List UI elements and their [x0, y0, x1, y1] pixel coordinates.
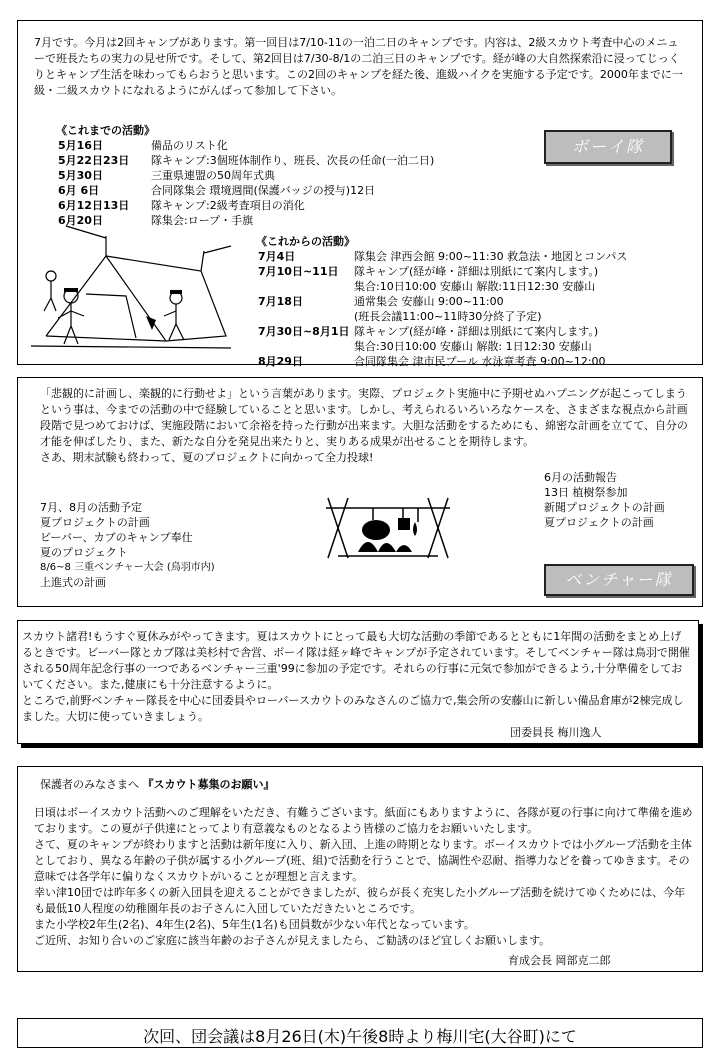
leader-message-text: スカウト諸君!もうすぐ夏休みがやってきます。夏はスカウトにとって最も大切な活動の季節であるとともに1年間の活動をまとめ上げるときです。ビーバー隊とカブ隊は美杉村で舎営、ボーイ隊は経ヶ峰でキャンプが予定されています。そしてベンチャー隊は鳥羽で開催される50周年記念行事の一つであるベンチャー三重'99に参加の予定です。それらの行事に元気で参加ができるよう,十分準備をしておいてください。また,健康にも十分注意するように。 ところで,前野ベンチャー隊長を中心に団委員やローバースカウトのみなさんのご協力で,集会所の安藤山に新しい備品倉庫が2棟完成しました。大切に使っていきましょう。: [22, 630, 690, 723]
guardian-greeting: [40, 777, 275, 792]
june-report-item: 新聞プロジェクトの計画: [544, 501, 665, 514]
campfire-illustration: [318, 490, 458, 562]
past-activities-title: 《これまでの活動》: [56, 124, 155, 137]
leader-signature: 団委員長 梅川逸人: [510, 726, 602, 739]
june-report-title: 6月の活動報告: [544, 471, 617, 484]
boy-intro: 7月です。今月は2回キャンプがあります。第一回目は7/10-11の一泊二日のキャンプです。内容は、2級スカウト考査中心のメニューで班長たちの実力の見せ所です。そして、第2回目は7/30-8/1の二泊三日のキャンプです。経が峰の大自然探索沿に浸ってじっくりとキャンプ生活を味わってもらおうと思います。この2回のキャンプを経た後、進級ハイクを実施する予定です。2000年までに一級・二級スカウトになれるようにがんばって参加して下さい。: [34, 36, 683, 97]
june-report-item: 夏プロジェクトの計画: [544, 516, 654, 529]
next-meeting-text: 次回、団会議は8月26日(木)午後8時より梅川宅(大谷町)にて: [143, 1027, 577, 1046]
guardian-section: [17, 766, 703, 972]
guardian-title: 『スカウト募集のお願い』: [142, 778, 275, 791]
plan-item: ビーバー、カブのキャンプ奉仕: [40, 531, 193, 544]
plan-item: 8/6~8 三重ベンチャー大会 (鳥羽市内): [40, 562, 215, 573]
boy-troop-badge: ボーイ隊: [544, 130, 672, 164]
guardian-text: 日頃はボーイスカウト活動へのご理解をいただき、有難うございます。紙面にもありますように、各隊が夏の行事に向けて準備を進めております。この夏が子供達にとってより有意義なものとなるよう皆様のご協力をお願いいたします。 さて、夏のキャンプが終わりますと活動は新年度に入り、新入団、上進の時期となります。ボーイスカウトでは小グループ活動を主体としており、異なる年齢の子供が属する小グループ(班、組)で活動を行うことで、協調性や忍耐、指導力などを養ってゆきます。その意味では各学年に偏りなくスカウトがいることが理想と言えます。 幸い津10団では昨年多くの新入団員を迎えることができましたが、彼らが長く充実した小グループ活動を続けてゆくためには、今年も最低10人程度の幼稚園年長のお子さんに入団していただきたいところです。 また小学校2年生(2名)、4年生(2名)、5年生(1名)も団員数が少ない年代となっています。 ご近所、お知り合いのご家庭に該当年齢のお子さんが見えましたら、ご勧誘のほど宜しくお願いします。: [34, 806, 693, 947]
venture-section: [17, 377, 703, 607]
plan-item: 夏のプロジェクト: [40, 546, 128, 559]
june-report-item: 13日 植樹祭参加: [544, 486, 628, 499]
plan-item: 上進式の計画: [40, 576, 106, 589]
future-activities-title: 《これからの活動》: [256, 235, 355, 248]
venture-troop-badge: ベンチャー隊: [544, 564, 694, 596]
boy-scout-section: 7月です。今月は2回キャンプがあります。第一回目は7/10-11の一泊二日のキャンプです。内容は、2級スカウト考査中心のメニューで班長たちの実力の見せ所です。そして、第2回目は7/30-8/1の二泊三日のキャンプです。経が峰の大自然探索沿に浸ってじっくりとキャンプ生活を味わってもらおうと思います。この2回のキャンプを経た後、進級ハイクを実施する予定です。2000年までに一級・二級スカウトになれるようにがんばって参加して下さい。 《これまでの活動》 5月16日 備品のリスト化 5月22日23日 隊キャンプ:3個班体制作り、班長、次長の任命(一泊二日) 5月30日 三重県連盟の50周年式典 6月 6日 合同隊集会 環境週間(保護バッジの授与)12日 6月12日13日 隊キャンプ:2級考査項目の消化 6月20日 隊集会:ロープ・手旗 ボーイ隊 《これからの活動》 7月4日 隊集会 津西会館 9:00~11:30 救急法・地図とコンパス 7月10日~11日 隊キャンプ(経が峰・詳細は別紙にて案内します。) 集合:10日10:00 安藤山 解散:11日12:30 安藤山 7月18日 通常集会 安藤山 9:00~11:00 (班長会議11:00~11時30分終了予定) 7月30日~8月1日 隊キャンプ(経が峰・詳細は別紙にて案内します。) 集合:30日10:00 安藤山 解散: 1日12:30 安藤山 8月29日 合同隊集会 津市民プール 水泳章考査 9:00~12:00: [17, 20, 703, 365]
guardian-signature: 育成会長 岡部克二郎: [508, 954, 611, 967]
leader-message-section: [17, 620, 699, 744]
venture-intro: 「悲観的に計画し、楽観的に行動せよ」という言葉があります。実際、プロジェクト実施中に予期せぬハプニングが起こってしまうという事は、今までの活動の中で経験していることと思います。しかし、考えられるいろいろなケースを、さまざまな視点から計画段階で見つめておけば、実施段階において余裕を持った行動が出来ます。大胆な活動をするためにも、綿密な計画を立てて、自分の才能を伸ばしたり、また、新たな自分を発見出来たりと、実りある成果が出せることを期待します。 さあ、期末試験も終わって、夏のプロジェクトに向かって全力投球!: [40, 387, 688, 464]
guardian-greeting-text: 保護者のみなさまへ: [40, 778, 139, 791]
plan-title: 7月、8月の活動予定: [40, 501, 142, 514]
tent-camp-illustration: [26, 216, 236, 361]
plan-item: 夏プロジェクトの計画: [40, 516, 150, 529]
next-meeting-notice: [17, 1018, 703, 1048]
